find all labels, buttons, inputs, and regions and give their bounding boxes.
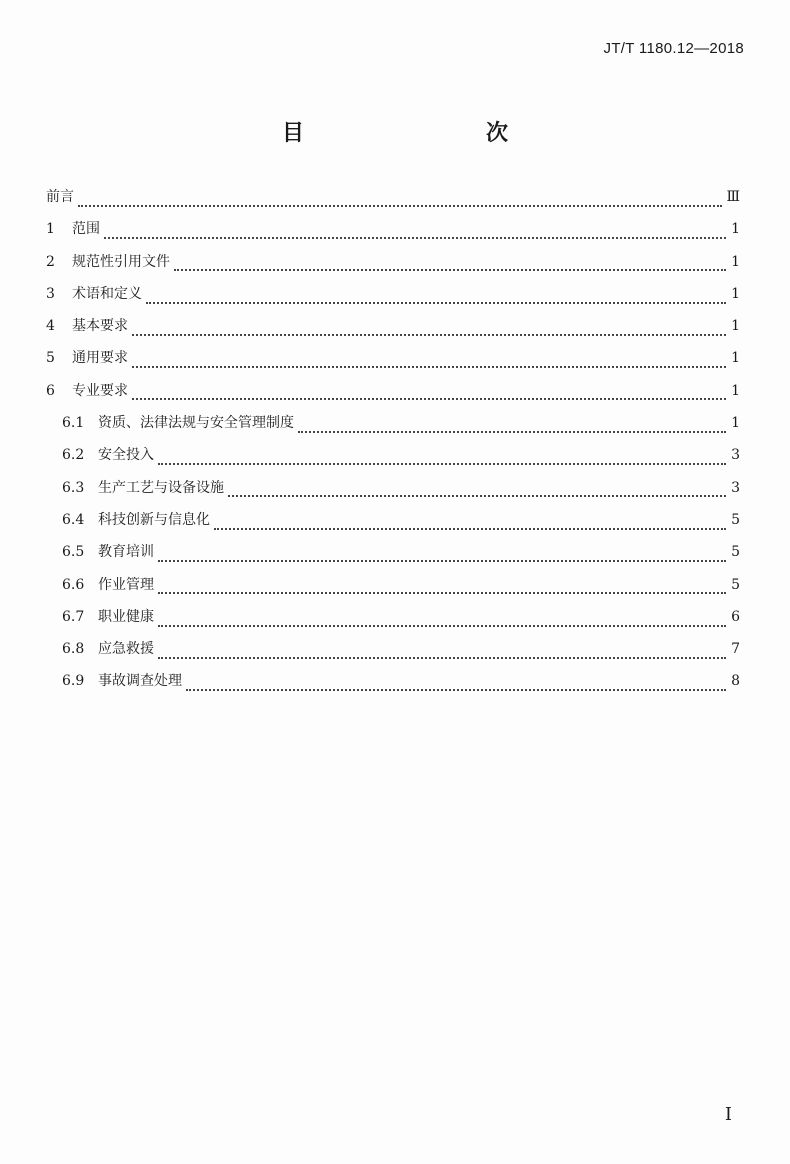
- toc-label: 前言: [46, 189, 74, 205]
- toc-page: 1: [731, 253, 740, 270]
- toc-page: Ⅲ: [726, 189, 740, 205]
- toc-number: 1: [46, 221, 55, 238]
- toc-label: 生产工艺与设备设施: [98, 479, 224, 496]
- toc-label: 基本要求: [72, 318, 128, 335]
- toc-number: 6.3: [62, 479, 85, 496]
- toc-page: 1: [731, 415, 740, 432]
- toc-entry-foreword[interactable]: [46, 186, 740, 218]
- toc-entry-3[interactable]: [46, 283, 740, 315]
- toc-leader-dots: [158, 559, 726, 562]
- toc-entry-6-1[interactable]: [46, 412, 740, 444]
- toc-leader-dots: [214, 527, 726, 530]
- toc-entry-6-8[interactable]: [46, 638, 740, 670]
- toc-label: 术语和定义: [72, 285, 142, 302]
- standard-code: JT/T 1180.12—2018: [603, 40, 744, 57]
- toc-number: 6.5: [62, 544, 85, 561]
- toc-entry-6-5[interactable]: [46, 541, 740, 573]
- toc-entry-6-2[interactable]: [46, 444, 740, 476]
- toc-number: 5: [46, 350, 55, 367]
- toc-leader-dots: [146, 301, 726, 304]
- toc-entry-6-3[interactable]: [46, 477, 740, 509]
- toc-number: 6.1: [62, 415, 85, 432]
- toc-page: 3: [731, 479, 740, 496]
- toc-entry-6[interactable]: [46, 380, 740, 412]
- toc-page: 5: [731, 511, 740, 528]
- toc-label: 规范性引用文件: [72, 253, 170, 270]
- toc-leader-dots: [132, 397, 726, 400]
- toc-page: 1: [731, 221, 740, 238]
- toc-label: 教育培训: [98, 544, 154, 561]
- toc-page: 3: [731, 447, 740, 464]
- toc-page: 5: [731, 544, 740, 561]
- toc-leader-dots: [158, 462, 726, 465]
- toc-label: 安全投入: [98, 447, 154, 464]
- page-number: I: [724, 1104, 732, 1125]
- toc-label: 专业要求: [72, 382, 128, 399]
- toc-leader-dots: [158, 624, 726, 627]
- toc-page: 7: [731, 641, 740, 658]
- toc-number: 6.6: [62, 576, 85, 593]
- toc-page: 1: [731, 350, 740, 367]
- toc-entry-4[interactable]: [46, 315, 740, 347]
- toc-page: 1: [731, 318, 740, 335]
- toc-leader-dots: [104, 236, 726, 239]
- toc-leader-dots: [228, 494, 726, 497]
- toc-number: 6.8: [62, 641, 85, 658]
- toc-page: 5: [731, 576, 740, 593]
- toc-leader-dots: [132, 333, 726, 336]
- toc-number: 6.9: [62, 673, 85, 690]
- toc-leader-dots: [158, 591, 726, 594]
- toc-entry-1[interactable]: [46, 218, 740, 250]
- toc-page: 1: [731, 285, 740, 302]
- toc-number: 6.4: [62, 511, 85, 528]
- toc-label: 应急救援: [98, 641, 154, 658]
- toc-number: 6.7: [62, 608, 85, 625]
- toc-leader-dots: [174, 268, 726, 271]
- toc-leader-dots: [186, 688, 726, 691]
- toc-page: 6: [731, 608, 740, 625]
- toc-entry-2[interactable]: [46, 251, 740, 283]
- toc-entry-6-9[interactable]: [46, 670, 740, 702]
- toc-label: 范围: [72, 221, 100, 238]
- toc-leader-dots: [78, 204, 722, 207]
- toc-label: 通用要求: [72, 350, 128, 367]
- toc-label: 事故调查处理: [98, 673, 182, 690]
- toc-leader-dots: [298, 430, 726, 433]
- toc-number: 4: [46, 318, 55, 335]
- toc-number: 3: [46, 285, 55, 302]
- toc-entry-6-4[interactable]: [46, 509, 740, 541]
- toc-entry-6-6[interactable]: [46, 574, 740, 606]
- table-of-contents: [46, 186, 740, 703]
- toc-leader-dots: [132, 365, 726, 368]
- toc-number: 6.2: [62, 447, 85, 464]
- toc-label: 科技创新与信息化: [98, 511, 210, 528]
- toc-number: 2: [46, 253, 55, 270]
- toc-entry-6-7[interactable]: [46, 606, 740, 638]
- page-title: 目 次: [281, 121, 554, 146]
- toc-label: 资质、法律法规与安全管理制度: [98, 415, 294, 432]
- toc-page: 8: [731, 673, 740, 690]
- toc-number: 6: [46, 382, 55, 399]
- toc-leader-dots: [158, 656, 726, 659]
- toc-label: 作业管理: [98, 576, 154, 593]
- toc-entry-5[interactable]: [46, 347, 740, 379]
- toc-page: 1: [731, 382, 740, 399]
- toc-label: 职业健康: [98, 608, 154, 625]
